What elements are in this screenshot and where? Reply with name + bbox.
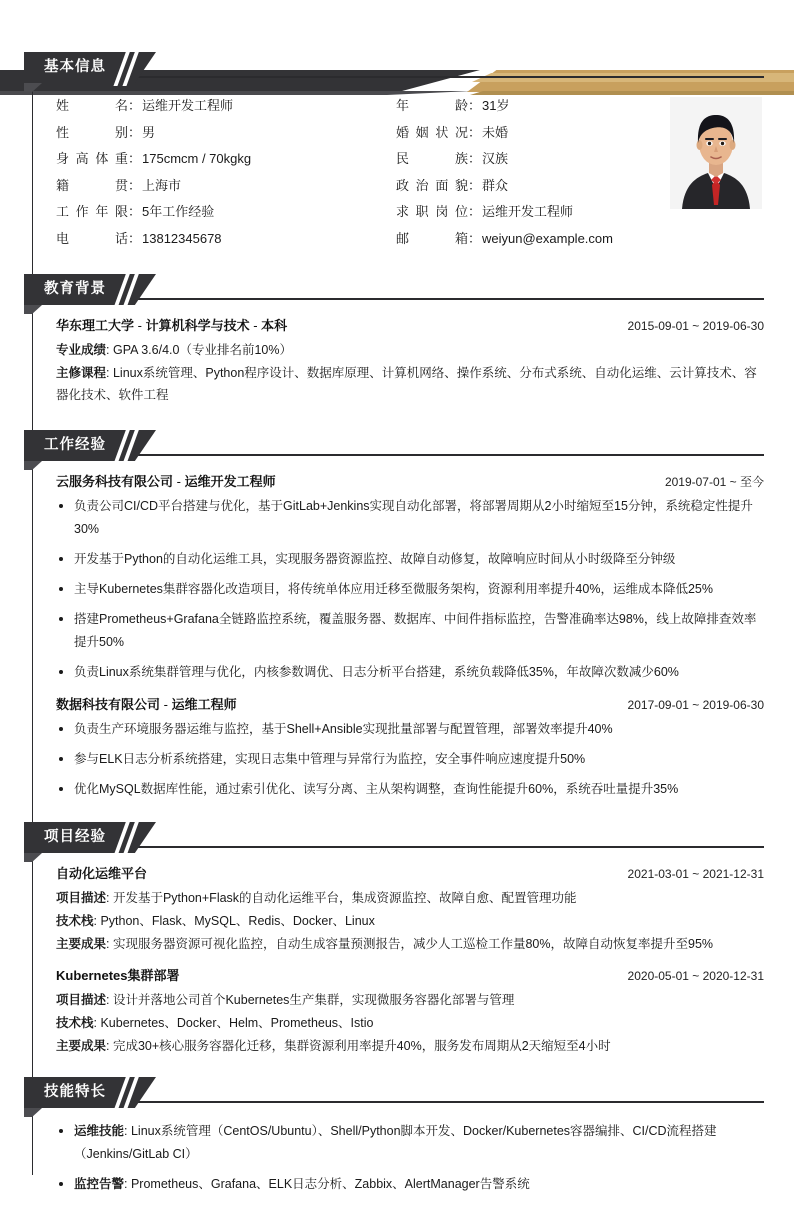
info-label-target-position: 求 职 岗 位	[396, 204, 468, 219]
info-label-hometown: 籍 贯	[56, 177, 128, 193]
info-value-marital-status: 未婚	[482, 124, 509, 140]
section-header-skills	[0, 1077, 794, 1108]
info-row-hometown	[56, 175, 396, 202]
info-row-political-status	[396, 175, 696, 202]
project-row-description-colon: :	[106, 993, 113, 1007]
list-item: 优化MySQL数据库性能，通过索引优化、读写分离、主从架构调整，查询性能提升60%，系统吞吐量提升35%	[56, 778, 764, 801]
education-row-courses-value: Linux系统管理、Python程序设计、数据库原理、计算机网络、操作系统、分布式系统、自动化运维、云计算技术、容器化技术、软件工程	[56, 366, 757, 402]
education-separator-1: -	[134, 318, 146, 333]
project-entry-header	[56, 965, 764, 984]
info-value-age: 31岁	[482, 98, 510, 113]
project-row-stack-value: Kubernetes、Docker、Helm、Prometheus、Istio	[100, 1016, 374, 1030]
project-row-description-value: 设计并落地公司首个Kubernetes生产集群，实现微服务容器化部署与管理	[112, 993, 515, 1007]
work-separator: -	[173, 474, 185, 489]
education-entry-header	[56, 315, 764, 334]
work-company: 数据科技有限公司	[56, 697, 161, 712]
info-label-age: 年 龄	[396, 98, 468, 113]
work-bullet-list	[56, 718, 764, 801]
project-row-description-value: 开发基于Python+Flask的自动化运维平台，集成资源监控、故障自愈、配置管理功能	[112, 891, 577, 905]
info-label-work-years: 工 作 年 限	[56, 204, 128, 219]
info-row-email	[396, 228, 696, 255]
info-label-email: 邮 箱	[396, 230, 468, 246]
info-colon: ：	[468, 177, 482, 193]
section-title-skills: 技能特长	[44, 1084, 106, 1100]
skill-key-ops: 运维技能	[74, 1124, 125, 1138]
list-item: 搭建Prometheus+Grafana全链路监控系统，覆盖服务器、数据库、中间件指标监控，告警准确率达98%，线上故障排查效率提升50%	[56, 608, 764, 654]
list-item	[56, 1173, 764, 1196]
education-row-gpa	[56, 339, 764, 361]
info-value-gender: 男	[142, 124, 156, 140]
education-date-range: 2015-09-01 ~ 2019-06-30	[627, 319, 764, 333]
work-entry	[56, 694, 764, 801]
info-colon: ：	[468, 204, 482, 219]
project-row-stack-colon: :	[93, 1016, 101, 1030]
skill-key-monitoring: 监控告警	[74, 1177, 125, 1191]
work-entry	[56, 471, 764, 684]
skill-value-monitoring: Prometheus、Grafana、ELK日志分析、Zabbix、AlertManager告警系统	[130, 1177, 530, 1191]
project-row-stack	[56, 910, 764, 932]
info-row-ethnicity	[396, 148, 696, 175]
section-body-basic-info	[0, 83, 794, 260]
list-item: 参与ELK日志分析系统搭建，实现日志集中管理与异常行为监控，安全事件响应速度提升50%	[56, 748, 764, 771]
project-entry-header	[56, 863, 764, 882]
education-row-courses-colon: :	[106, 366, 113, 380]
project-row-results-value: 实现服务器资源可视化监控，自动生成容量预测报告，减少人工巡检工作量80%，故障自动恢复率提升至95%	[112, 937, 714, 951]
work-date-range: 2017-09-01 ~ 2019-06-30	[627, 698, 764, 712]
section-project-experience	[0, 822, 794, 1067]
info-colon: ：	[468, 124, 482, 140]
info-value-ethnicity: 汉族	[482, 151, 509, 166]
section-title-basic-info: 基本信息	[44, 59, 106, 75]
info-row-phone	[56, 228, 396, 255]
info-value-target-position: 运维开发工程师	[482, 204, 574, 219]
info-label-gender: 性 别	[56, 124, 128, 140]
info-row-work-years	[56, 201, 396, 228]
education-row-gpa-value: GPA 3.6/4.0（专业排名前10%）	[112, 343, 292, 357]
work-entry-header	[56, 694, 764, 713]
project-row-results-colon: :	[106, 1039, 113, 1053]
education-school: 华东理工大学	[56, 318, 135, 333]
work-role: 运维开发工程师	[184, 474, 276, 489]
project-row-results-colon: :	[106, 937, 113, 951]
section-education	[0, 274, 794, 416]
info-colon: ：	[128, 98, 142, 113]
list-item	[56, 1120, 764, 1166]
list-item: 负责生产环境服务器运维与监控，基于Shell+Ansible实现批量部署与配置管理，部署效率提升40%	[56, 718, 764, 741]
info-value-political-status: 群众	[482, 177, 509, 193]
info-row-name	[56, 95, 396, 122]
project-date-range: 2020-05-01 ~ 2020-12-31	[627, 969, 764, 983]
info-value-phone: 13812345678	[142, 230, 222, 246]
project-row-stack-key: 技术栈	[56, 1016, 94, 1030]
project-date-range: 2021-03-01 ~ 2021-12-31	[627, 867, 764, 881]
project-name: Kubernetes集群部署	[56, 968, 180, 983]
project-row-results	[56, 1035, 764, 1057]
section-title-project-experience: 项目经验	[44, 829, 106, 845]
section-header-project-experience	[0, 822, 794, 853]
basic-info-column-left	[56, 95, 396, 254]
info-value-work-years: 5年工作经验	[142, 204, 215, 219]
project-entry	[56, 863, 764, 955]
info-value-height-weight: 175cmcm / 70kgkg	[142, 151, 252, 166]
work-title	[56, 471, 276, 490]
section-title-work-experience: 工作经验	[44, 437, 106, 453]
project-row-stack-key: 技术栈	[56, 914, 94, 928]
section-header-basic-info	[0, 52, 794, 83]
info-label-ethnicity: 民 族	[396, 151, 468, 166]
project-row-stack	[56, 1012, 764, 1034]
info-value-email: weiyun@example.com	[482, 230, 613, 246]
basic-info-columns	[56, 95, 764, 254]
education-row-courses-key: 主修课程	[56, 366, 107, 380]
info-colon: ：	[128, 230, 142, 246]
info-row-height-weight	[56, 148, 396, 175]
work-role: 运维工程师	[171, 697, 237, 712]
project-row-description-colon: :	[106, 891, 113, 905]
education-row-courses	[56, 362, 764, 406]
project-row-description-key: 项目描述	[56, 993, 107, 1007]
work-separator: -	[160, 697, 172, 712]
education-major: 计算机科学与技术	[145, 318, 250, 333]
list-item: 负责公司CI/CD平台搭建与优化，基于GitLab+Jenkins实现自动化部署，将部署周期从2小时缩短至15分钟，系统稳定性提升30%	[56, 495, 764, 541]
info-colon: ：	[468, 230, 482, 246]
list-item: 负责Linux系统集群管理与优化，内核参数调优、日志分析平台搭建，系统负载降低35%，年故障次数减少60%	[56, 661, 764, 684]
info-colon: ：	[128, 124, 142, 140]
info-label-name: 姓 名	[56, 98, 128, 113]
project-row-results-key: 主要成果	[56, 1039, 107, 1053]
list-item: 主导Kubernetes集群容器化改造项目，将传统单体应用迁移至微服务架构，资源利用率提升40%，运维成本降低25%	[56, 578, 764, 601]
section-title-education: 教育背景	[44, 281, 106, 297]
project-row-stack-colon: :	[93, 914, 101, 928]
info-colon: ：	[128, 204, 142, 219]
work-title	[56, 694, 237, 713]
info-label-phone: 电 话	[56, 230, 128, 246]
work-entry-header	[56, 471, 764, 490]
project-row-results-key: 主要成果	[56, 937, 107, 951]
work-date-range: 2019-07-01 ~ 至今	[664, 475, 764, 489]
portrait-photo-icon	[670, 97, 762, 209]
project-row-results	[56, 933, 764, 955]
list-item: 开发基于Python的自动化运维工具，实现服务器资源监控、故障自动修复，故障响应时间从小时级降至分钟级	[56, 548, 764, 571]
section-header-work-experience	[0, 430, 794, 461]
avatar	[670, 97, 762, 209]
section-skills	[0, 1077, 794, 1209]
education-entry	[56, 315, 764, 406]
info-label-marital-status: 婚 姻 状 况	[396, 124, 468, 140]
section-header-education	[0, 274, 794, 305]
basic-info-grid	[56, 95, 764, 254]
basic-info-column-right	[396, 95, 696, 254]
education-row-gpa-key: 专业成绩	[56, 343, 107, 357]
info-colon: ：	[128, 151, 142, 166]
skill-colon-ops: :	[124, 1124, 131, 1138]
info-label-height-weight: 身 高 体 重	[56, 151, 128, 166]
project-entry	[56, 965, 764, 1057]
info-value-hometown: 上海市	[142, 177, 182, 193]
project-row-stack-value: Python、Flask、MySQL、Redis、Docker、Linux	[100, 914, 375, 928]
project-row-description	[56, 989, 764, 1011]
work-bullet-list	[56, 495, 764, 684]
project-name: 自动化运维平台	[56, 866, 148, 881]
info-colon: ：	[128, 177, 142, 193]
education-row-gpa-colon: :	[106, 343, 113, 357]
skill-value-ops: Linux系统管理（CentOS/Ubuntu）、Shell/Python脚本开发、Docker/Kubernetes容器编排、CI/CD流程搭建（Jenkins/GitLab CI）	[74, 1124, 717, 1161]
project-row-description	[56, 887, 764, 909]
education-degree: 本科	[261, 318, 288, 333]
education-separator-2: -	[249, 318, 262, 333]
info-row-target-position	[396, 201, 696, 228]
section-body-skills	[0, 1108, 794, 1209]
resume-page	[0, 52, 794, 1191]
education-title	[56, 315, 287, 334]
info-row-marital-status	[396, 122, 696, 149]
section-basic-info	[0, 52, 794, 260]
project-row-results-value: 完成30+核心服务容器化迁移，集群资源利用率提升40%，服务发布周期从2天缩短至4小时	[112, 1039, 611, 1053]
skills-bullet-list	[56, 1120, 764, 1196]
section-body-education	[0, 305, 794, 416]
info-colon: ：	[468, 151, 482, 166]
project-row-description-key: 项目描述	[56, 891, 107, 905]
work-company: 云服务科技有限公司	[56, 474, 174, 489]
info-row-age	[396, 95, 696, 122]
skill-colon-monitoring: :	[124, 1177, 131, 1191]
info-value-name: 运维开发工程师	[142, 98, 234, 113]
info-colon: ：	[468, 98, 482, 113]
section-work-experience	[0, 430, 794, 814]
info-row-gender	[56, 122, 396, 149]
section-body-project-experience	[0, 853, 794, 1067]
section-body-work-experience	[0, 461, 794, 814]
info-label-political-status: 政 治 面 貌	[396, 177, 468, 193]
